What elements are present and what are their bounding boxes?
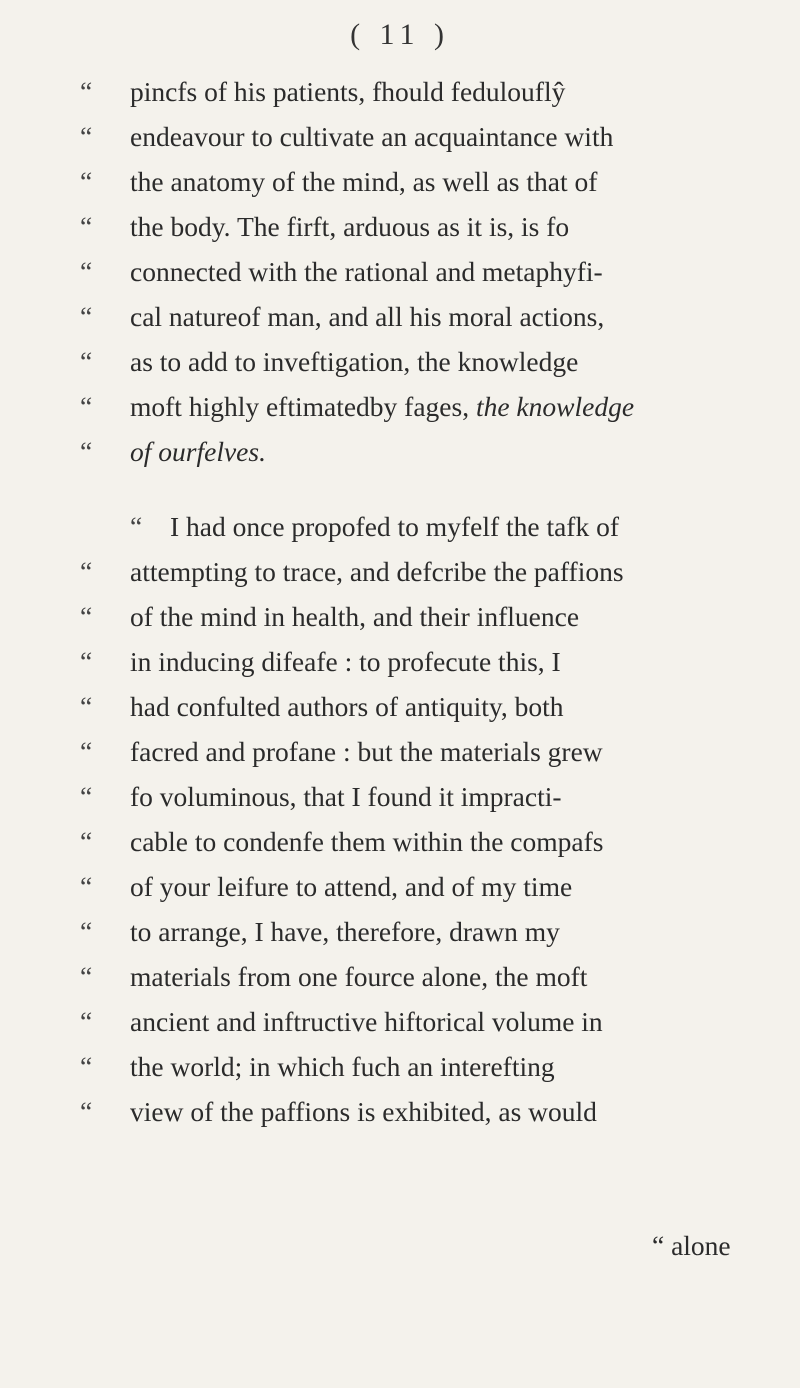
line-text: I had once propofed to myfelf the tafk of [170, 511, 619, 542]
text-line [80, 432, 770, 472]
line-text: the body. The firft, arduous as it is, is fo [130, 211, 570, 242]
line-text: fo voluminous, that I found it impracti- [130, 781, 562, 812]
text-line [80, 777, 770, 817]
line-text: cal natureof man, and all his moral actions, [130, 301, 605, 332]
line-text: of your leifure to attend, and of my time [130, 871, 573, 902]
quote-mark: “ [80, 961, 93, 992]
italic-text: of ourfelves. [130, 436, 266, 467]
quote-mark: “ [80, 916, 93, 947]
quote-mark: “ [80, 646, 93, 677]
text-line [80, 162, 770, 202]
quote-mark: “ [80, 691, 93, 722]
quote-mark: “ [80, 826, 93, 857]
quote-mark: “ [80, 436, 93, 467]
line-text: of the mind in health, and their influence [130, 601, 580, 632]
text-line [80, 72, 770, 112]
line-text: endeavour to cultivate an acquaintance with [130, 121, 614, 152]
quote-mark: “ [80, 76, 93, 107]
quote-mark: “ [80, 346, 93, 377]
italic-text: the knowledge [475, 391, 635, 422]
text-line [80, 252, 770, 292]
text-line [80, 387, 770, 427]
quote-mark: “ [80, 391, 93, 422]
quote-mark: “ [80, 256, 93, 287]
quote-mark: “ [80, 121, 93, 152]
line-text: the anatomy of the mind, as well as that of [130, 166, 598, 197]
line-text: view of the paffions is exhibited, as would [130, 1096, 597, 1127]
line-text: moft highly eftimatedby fages, [130, 391, 476, 422]
line-text: to arrange, I have, therefore, drawn my [130, 916, 560, 947]
quote-mark: “ [80, 871, 93, 902]
quote-mark: “ [80, 556, 93, 587]
catchword: “ alone [652, 1230, 731, 1261]
text-line [80, 1092, 770, 1132]
quote-mark: “ [80, 1051, 93, 1082]
text-line [80, 1047, 770, 1087]
text-line [80, 822, 770, 862]
text-line [80, 342, 770, 382]
quote-mark: “ [80, 1096, 93, 1127]
quote-mark: “ [80, 601, 93, 632]
quote-mark: “ [80, 211, 93, 242]
page-number: ( 11 ) [350, 18, 450, 51]
quote-mark: “ [80, 301, 93, 332]
line-text: cable to condenfe them within the compafs [130, 826, 604, 857]
text-line [80, 117, 770, 157]
text-line [130, 507, 800, 547]
quote-mark: “ [130, 511, 143, 542]
text-line [80, 912, 770, 952]
quote-mark: “ [80, 1006, 93, 1037]
line-text: the world; in which fuch an interefting [130, 1051, 555, 1082]
line-text: in inducing difeafe : to profecute this, I [130, 646, 561, 677]
text-line [80, 297, 770, 337]
text-line [80, 732, 770, 772]
line-text: materials from one fource alone, the moft [130, 961, 588, 992]
line-text: ancient and inftructive hiftorical volume in [130, 1006, 603, 1037]
line-text: attempting to trace, and defcribe the paffions [130, 556, 624, 587]
line-text: had confulted authors of antiquity, both [130, 691, 564, 722]
text-line [80, 552, 770, 592]
line-text: pincfs of his patients, fhould fedulouflŷ [130, 76, 566, 107]
line-text: as to add to inveftigation, the knowledge [130, 346, 579, 377]
quote-mark: “ [80, 781, 93, 812]
text-line [80, 957, 770, 997]
line-text: facred and profane : but the materials grew [130, 736, 603, 767]
line-text: connected with the rational and metaphyfi- [130, 256, 603, 287]
text-line [80, 1002, 770, 1042]
text-line [80, 687, 770, 727]
quote-mark: “ [80, 736, 93, 767]
text-line [80, 642, 770, 682]
quote-mark: “ [80, 166, 93, 197]
text-line [80, 867, 770, 907]
text-line [80, 597, 770, 637]
text-line [80, 207, 770, 247]
